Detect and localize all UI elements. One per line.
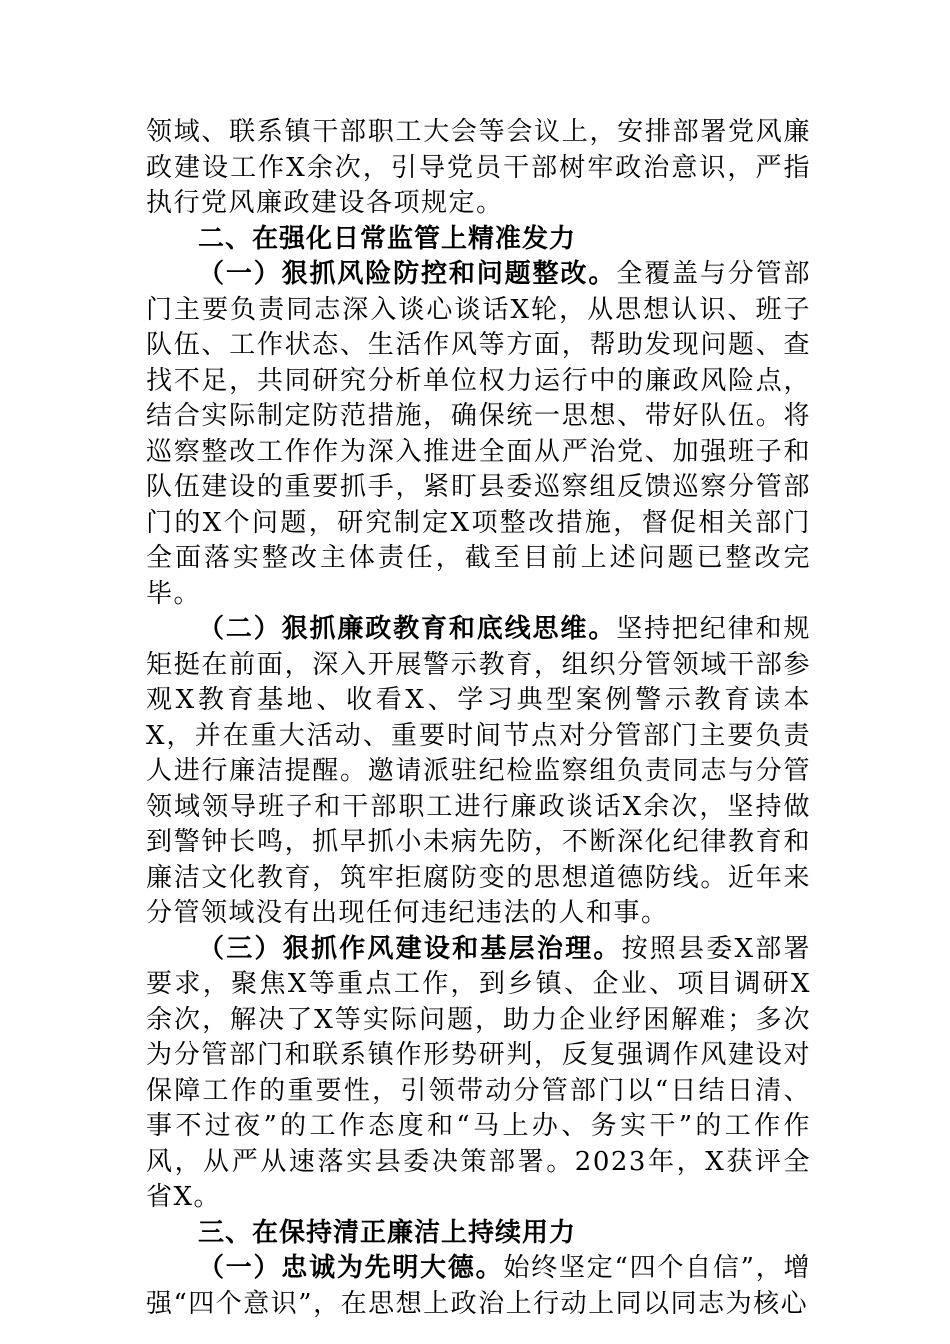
paragraph-continued: 领域、联系镇干部职工大会等会议上，安排部署党风廉政建设工作X余次，引导党员干部树牢政治意识，严指执行党风廉政建设各项规定。 xyxy=(146,117,811,218)
paragraph-2-3-body: 按照县委X部署要求，聚焦X等重点工作，到乡镇、企业、项目调研X余次，解决了X等实际问题，助力企业纾困解难；多次为分管部门和联系镇作形势研判，反复强调作风建设对保障工作的重要性，引领带动分管部门以“日结日清、事不过夜”的工作态度和“马上办、务实干”的工作作风，从严从速落实县委决策部署。2023年，X获评全省X。 xyxy=(146,933,811,1212)
paragraph-2-1-body: 全覆盖与分管部门主要负责同志深入谈心谈话X轮，从思想认识、班子队伍、工作状态、生活作风等方面，帮助发现问题、查找不足，共同研究分析单位权力运行中的廉政风险点，结合实际制定防范措施，确保统一思想、带好队伍。将巡察整改工作作为深入推进全面从严治党、加强班子和队伍建设的重要抓手，紧盯县委巡察组反馈巡察分管部门的X个问题，研究制定X项整改措施，督促相关部门全面落实整改主体责任，截至目前上述问题已整改完毕。 xyxy=(146,259,811,609)
paragraph-2-1-lead: （一）狠抓风险防控和问题整改。 xyxy=(198,259,617,289)
document-page xyxy=(146,115,811,1322)
paragraph-3-1-body: 始终坚定“四个自信”，增强“四个意识”，在思想上政治上行动上同以同志为核心 xyxy=(146,1253,811,1319)
paragraph-2-2-lead: （二）狠抓廉政教育和底线思维。 xyxy=(198,614,617,644)
paragraph-3-1 xyxy=(146,1251,811,1322)
paragraph-2-2-body: 坚持把纪律和规矩挺在前面，深入开展警示教育，组织分管领域干部参观X教育基地、收看X、学习典型案例警示教育读本X，并在重大活动、重要时间节点对分管部门主要负责人进行廉洁提醒。邀请派驻纪检监察组负责同志与分管领域领导班子和干部职工进行廉政谈话X余次，坚持做到警钟长鸣，抓早抓小未病先防，不断深化纪律教育和廉洁文化教育，筑牢拒腐防变的思想道德防线。近年来分管领域没有出现任何违纪违法的人和事。 xyxy=(146,614,811,928)
section-heading-2: 二、在强化日常监管上精准发力 xyxy=(198,223,577,254)
paragraph-2-3-lead: （三）狠抓作风建设和基层治理。 xyxy=(198,933,622,964)
paragraph-2-2 xyxy=(146,612,811,932)
paragraph-2-3 xyxy=(146,932,811,1216)
section-heading-3: 三、在保持清正廉洁上持续用力 xyxy=(198,1217,577,1248)
paragraph-2-1 xyxy=(146,257,811,612)
paragraph-3-1-lead: （一）忠诚为先明大德。 xyxy=(198,1253,504,1283)
